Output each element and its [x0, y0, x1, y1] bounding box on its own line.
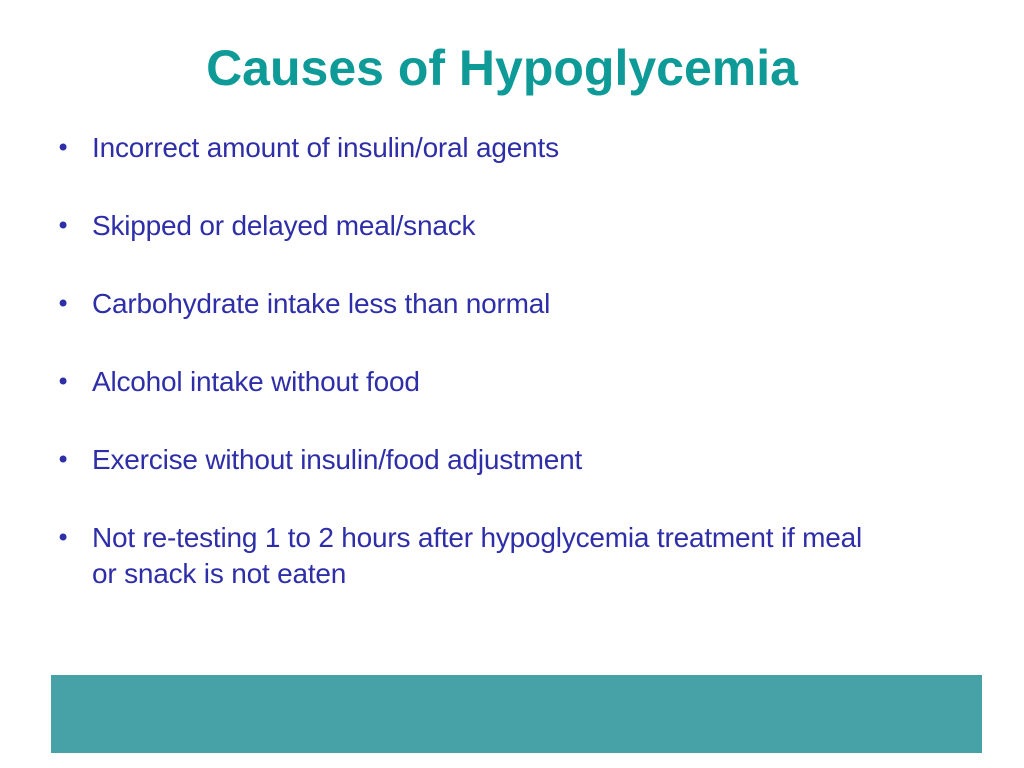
- bullet-item: [56, 442, 876, 478]
- bullet-icon: •: [56, 134, 71, 162]
- footer-band: [51, 675, 982, 753]
- bullet-item: [56, 286, 876, 322]
- bullet-icon: •: [56, 368, 71, 396]
- bullet-item: [56, 208, 876, 244]
- bullet-icon: •: [56, 446, 71, 474]
- bullet-text: Skipped or delayed meal/snack: [92, 210, 476, 241]
- bullet-text: Not re-testing 1 to 2 hours after hypoglycemia treatment if meal or snack is not eaten: [92, 522, 863, 589]
- bullet-icon: •: [56, 212, 71, 240]
- bullet-item: [56, 130, 876, 166]
- bullet-text: Exercise without insulin/food adjustment: [92, 444, 583, 475]
- bullet-text: Carbohydrate intake less than normal: [92, 288, 551, 319]
- bullet-icon: •: [56, 290, 71, 318]
- slide-title: Causes of Hypoglycemia: [206, 40, 798, 96]
- bullet-list: [56, 130, 876, 634]
- bullet-text: Alcohol intake without food: [92, 366, 420, 397]
- bullet-icon: •: [56, 524, 71, 552]
- bullet-item: [56, 364, 876, 400]
- bullet-item: [56, 520, 876, 592]
- bullet-text: Incorrect amount of insulin/oral agents: [92, 132, 559, 163]
